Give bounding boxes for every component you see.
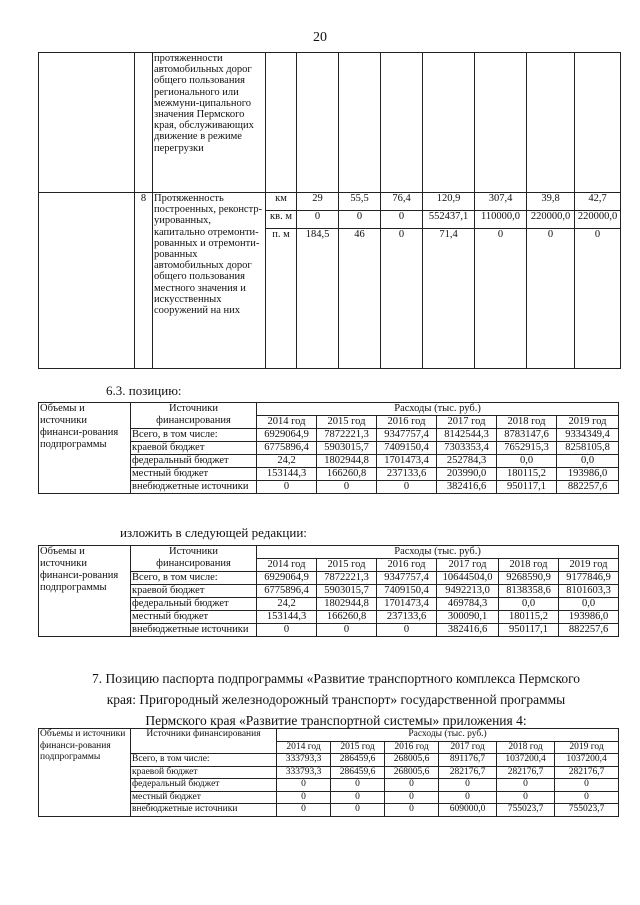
- amount-cell: 0: [439, 779, 497, 792]
- value: 307,4: [475, 193, 527, 211]
- amount-cell: 0: [331, 779, 385, 792]
- amount-cell: 193986,0: [559, 611, 619, 624]
- amount-cell: 0,0: [557, 455, 619, 468]
- amount-cell: 7652915,3: [497, 442, 557, 455]
- amount-cell: 5903015,7: [317, 442, 377, 455]
- value: 0: [527, 229, 575, 369]
- financing-table-rail: [38, 728, 619, 817]
- value: 184,5: [297, 229, 339, 369]
- amount-cell: 282176,7: [497, 766, 555, 779]
- expenses-header: Расходы (тыс. руб.): [277, 729, 619, 742]
- amount-cell: 0: [277, 804, 331, 817]
- source-name: Всего, в том числе:: [131, 429, 257, 442]
- section-label: Объемы и источники финанси-рования подпрограммы: [39, 546, 131, 637]
- value: 39,8: [527, 193, 575, 211]
- amount-cell: 268005,6: [385, 754, 439, 767]
- year-header: 2016 год: [377, 559, 437, 572]
- amount-cell: 237133,6: [377, 611, 437, 624]
- amount-cell: 950117,1: [497, 481, 557, 494]
- value: 0: [297, 211, 339, 229]
- amount-cell: 24,2: [257, 598, 317, 611]
- amount-cell: 5903015,7: [317, 585, 377, 598]
- amount-cell: 268005,6: [385, 766, 439, 779]
- amount-cell: 891176,7: [439, 754, 497, 767]
- amount-cell: 0: [331, 791, 385, 804]
- amount-cell: 382416,6: [437, 481, 497, 494]
- amount-cell: 469784,3: [437, 598, 499, 611]
- indicator-desc: Протяженность построенных, реконстр-уированных, капитально отремонти-рованных и отремонти-рованных автомобильных дорог общего пользования местного значения и искусственных сооружений на них: [153, 193, 266, 369]
- year-header: 2015 год: [331, 741, 385, 754]
- amount-cell: 166260,8: [317, 468, 377, 481]
- amount-cell: 282176,7: [439, 766, 497, 779]
- source-name: внебюджетные источники: [131, 624, 257, 637]
- unit: кв. м: [266, 211, 297, 229]
- amount-cell: 1701473,4: [377, 455, 437, 468]
- value: 120,9: [423, 193, 475, 211]
- amount-cell: 0: [555, 791, 619, 804]
- source-name: внебюджетные источники: [131, 481, 257, 494]
- year-header: 2019 год: [557, 416, 619, 429]
- value: 220000,0: [527, 211, 575, 229]
- value: 76,4: [381, 193, 423, 211]
- unit: км: [266, 193, 297, 211]
- amount-cell: 9347757,4: [377, 429, 437, 442]
- expenses-header: Расходы (тыс. руб.): [257, 403, 619, 416]
- unit: п. м: [266, 229, 297, 369]
- amount-cell: 6929064,9: [257, 572, 317, 585]
- year-header: 2017 год: [439, 741, 497, 754]
- amount-cell: 0: [317, 624, 377, 637]
- value: 29: [297, 193, 339, 211]
- amount-cell: 755023,7: [555, 804, 619, 817]
- page-number: 20: [313, 30, 327, 45]
- value: 552437,1: [423, 211, 475, 229]
- amount-cell: 0,0: [499, 598, 559, 611]
- source-name: федеральный бюджет: [131, 598, 257, 611]
- value: 0: [381, 211, 423, 229]
- source-name: федеральный бюджет: [131, 455, 257, 468]
- amount-cell: 9492213,0: [437, 585, 499, 598]
- amount-cell: 166260,8: [317, 611, 377, 624]
- section-label: Объемы и источники финанси-рования подпрограммы: [39, 403, 131, 494]
- sources-header: Источники финансирования: [131, 729, 277, 754]
- amount-cell: 7872221,3: [317, 572, 377, 585]
- sources-header: Источники финансирования: [131, 403, 257, 429]
- year-header: 2019 год: [559, 559, 619, 572]
- amount-cell: 333793,3: [277, 766, 331, 779]
- value: 55,5: [339, 193, 381, 211]
- amount-cell: 882257,6: [557, 481, 619, 494]
- prev-indicator-desc: протяженности автомобильных дорог общего пользования регионального или межмуни-ципального значения Пермского края, обслуживающих движение в режиме перегрузки: [153, 53, 266, 193]
- amount-cell: 286459,6: [331, 766, 385, 779]
- indicator-row-8: [39, 193, 621, 211]
- section-6-3-heading: 6.3. позицию:: [106, 383, 182, 398]
- year-header: 2014 год: [257, 416, 317, 429]
- amount-cell: 1037200,4: [555, 754, 619, 767]
- amount-cell: 6775896,4: [257, 585, 317, 598]
- source-name: Всего, в том числе:: [131, 572, 257, 585]
- year-header: 2019 год: [555, 741, 619, 754]
- amount-cell: 282176,7: [555, 766, 619, 779]
- amount-cell: 153144,3: [257, 611, 317, 624]
- indicator-num: 8: [135, 193, 153, 369]
- amount-cell: 0: [497, 791, 555, 804]
- value: 42,7: [575, 193, 621, 211]
- amount-cell: 300090,1: [437, 611, 499, 624]
- value: 0: [339, 211, 381, 229]
- amount-cell: 1037200,4: [497, 754, 555, 767]
- indicator-table: [38, 52, 621, 369]
- value: 0: [475, 229, 527, 369]
- source-name: краевой бюджет: [131, 585, 257, 598]
- year-header: 2018 год: [497, 416, 557, 429]
- financing-table-new: [38, 545, 619, 637]
- year-header: 2016 год: [385, 741, 439, 754]
- amount-cell: 7872221,3: [317, 429, 377, 442]
- amount-cell: 9177846,9: [559, 572, 619, 585]
- amount-cell: 1802944,8: [317, 455, 377, 468]
- value: 0: [575, 229, 621, 369]
- amount-cell: 0: [257, 481, 317, 494]
- source-name: краевой бюджет: [131, 442, 257, 455]
- amount-cell: 6775896,4: [257, 442, 317, 455]
- amount-cell: 9268590,9: [499, 572, 559, 585]
- value: 110000,0: [475, 211, 527, 229]
- value: 0: [381, 229, 423, 369]
- new-edition-heading: изложить в следующей редакции:: [120, 525, 307, 540]
- amount-cell: 0: [385, 804, 439, 817]
- year-header: 2017 год: [437, 559, 499, 572]
- amount-cell: 6929064,9: [257, 429, 317, 442]
- year-header: 2014 год: [257, 559, 317, 572]
- expenses-header: Расходы (тыс. руб.): [257, 546, 619, 559]
- amount-cell: 7303353,4: [437, 442, 497, 455]
- year-header: 2015 год: [317, 559, 377, 572]
- value: 71,4: [423, 229, 475, 369]
- amount-cell: 9347757,4: [377, 572, 437, 585]
- year-header: 2017 год: [437, 416, 497, 429]
- amount-cell: 609000,0: [439, 804, 497, 817]
- source-name: местный бюджет: [131, 468, 257, 481]
- section-label: Объемы и источники финанси-рования подпрограммы: [39, 729, 131, 817]
- amount-cell: 153144,3: [257, 468, 317, 481]
- amount-cell: 7409150,4: [377, 585, 437, 598]
- amount-cell: 0: [377, 481, 437, 494]
- source-name: местный бюджет: [131, 791, 277, 804]
- header-row: [39, 546, 619, 559]
- year-header: 2018 год: [499, 559, 559, 572]
- amount-cell: 0: [257, 624, 317, 637]
- header-row: [39, 403, 619, 416]
- financing-table-old: [38, 402, 619, 494]
- source-name: федеральный бюджет: [131, 779, 277, 792]
- amount-cell: 10644504,0: [437, 572, 499, 585]
- year-header: 2015 год: [317, 416, 377, 429]
- amount-cell: 0: [331, 804, 385, 817]
- source-name: внебюджетные источники: [131, 804, 277, 817]
- sources-header: Источники финансирования: [131, 546, 257, 572]
- value: 220000,0: [575, 211, 621, 229]
- amount-cell: 755023,7: [497, 804, 555, 817]
- amount-cell: 0: [277, 791, 331, 804]
- amount-cell: 333793,3: [277, 754, 331, 767]
- source-name: местный бюджет: [131, 611, 257, 624]
- amount-cell: 193986,0: [557, 468, 619, 481]
- amount-cell: 8258105,8: [557, 442, 619, 455]
- amount-cell: 0: [385, 791, 439, 804]
- amount-cell: 8138358,6: [499, 585, 559, 598]
- amount-cell: 0,0: [497, 455, 557, 468]
- amount-cell: 1701473,4: [377, 598, 437, 611]
- section-7-paragraph: 7. Позицию паспорта подпрограммы «Развитие транспортного комплекса Пермского края: Пригородный железнодорожный транспорт» государственной программы Пермского края «Развитие транспортной системы» приложения 4:: [91, 671, 581, 728]
- year-header: 2016 год: [377, 416, 437, 429]
- amount-cell: 237133,6: [377, 468, 437, 481]
- amount-cell: 180115,2: [497, 468, 557, 481]
- year-header: 2014 год: [277, 741, 331, 754]
- amount-cell: 8142544,3: [437, 429, 497, 442]
- amount-cell: 0: [385, 779, 439, 792]
- amount-cell: 9334349,4: [557, 429, 619, 442]
- amount-cell: 203990,0: [437, 468, 497, 481]
- year-header: 2018 год: [497, 741, 555, 754]
- amount-cell: 0: [277, 779, 331, 792]
- value: 46: [339, 229, 381, 369]
- amount-cell: 7409150,4: [377, 442, 437, 455]
- amount-cell: 286459,6: [331, 754, 385, 767]
- source-name: краевой бюджет: [131, 766, 277, 779]
- amount-cell: 0: [377, 624, 437, 637]
- amount-cell: 382416,6: [437, 624, 499, 637]
- amount-cell: 8783147,6: [497, 429, 557, 442]
- amount-cell: 1802944,8: [317, 598, 377, 611]
- amount-cell: 0: [439, 791, 497, 804]
- amount-cell: 180115,2: [499, 611, 559, 624]
- amount-cell: 0: [497, 779, 555, 792]
- amount-cell: 882257,6: [559, 624, 619, 637]
- amount-cell: 0: [317, 481, 377, 494]
- header-row: [39, 729, 619, 742]
- amount-cell: 0: [555, 779, 619, 792]
- amount-cell: 950117,1: [499, 624, 559, 637]
- amount-cell: 24,2: [257, 455, 317, 468]
- amount-cell: 8101603,3: [559, 585, 619, 598]
- source-name: Всего, в том числе:: [131, 754, 277, 767]
- amount-cell: 252784,3: [437, 455, 497, 468]
- amount-cell: 0,0: [559, 598, 619, 611]
